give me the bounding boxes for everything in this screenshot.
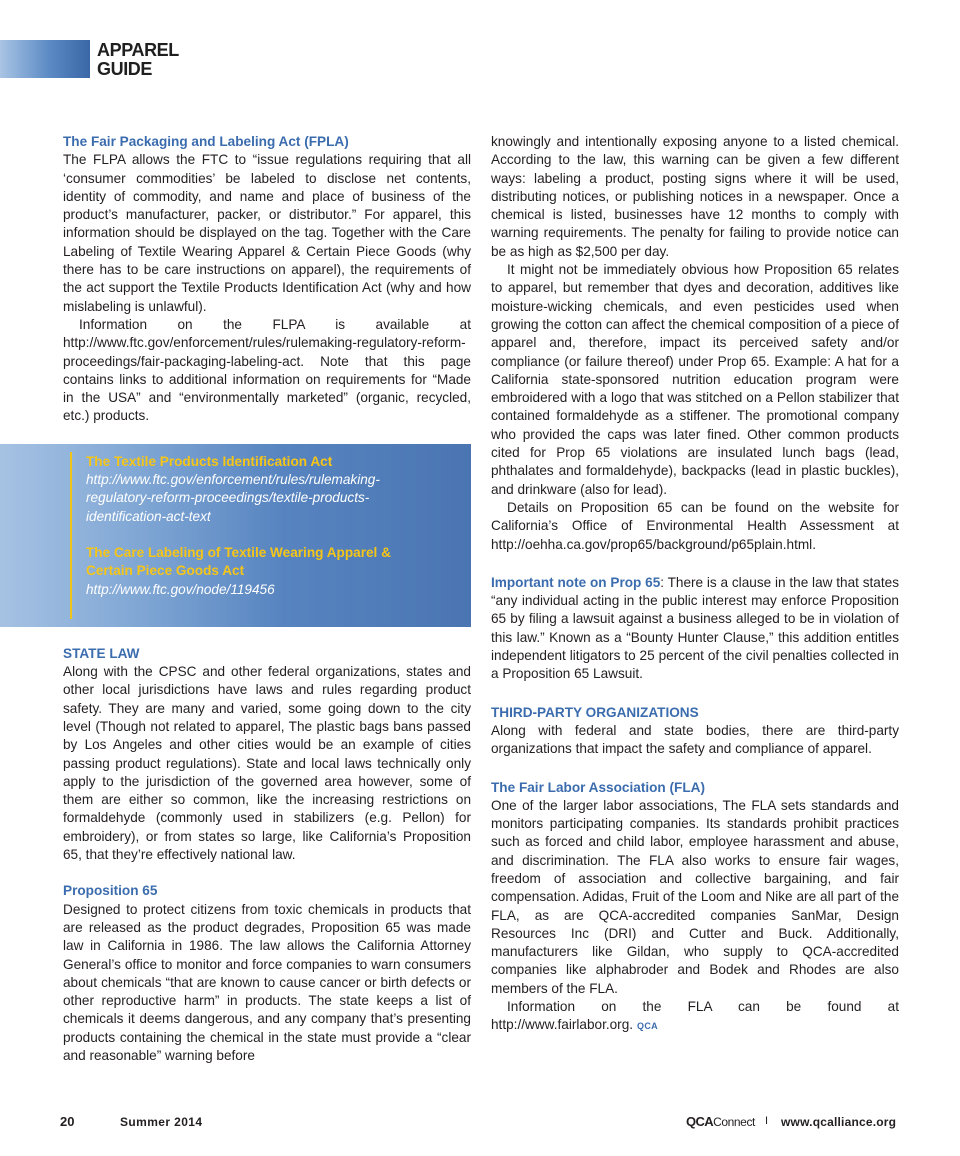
prop65-note-colon: : <box>660 574 665 590</box>
brand-bold: QCA <box>686 1114 714 1129</box>
prop65-paragraph-2: It might not be immediately obvious how Proposition 65 relates to apparel, but remember that dyes and decoration, additives like moisture-wicking chemicals, and even pesticides used when growing the cotton can affect the chemical composition of a piece of apparel and, therefore, impact its perceived safety and/or compliance (or failure thereof) under Prop 65. Example: A hat for a California state-sponsored nutrition education program were embroidered with a logo that was stitched on a Pellon stabilizer that contained formaldehyde as a stiffener. The promotional company who provided the caps was later fined. Other common products cited for Prop 65 violations are insulated lunch bags (lead, phthalates and formaldehyde), backpacks (lead in plastic buckles), and drinkware (also for lead). <box>491 262 899 497</box>
section-title-line1: APPAREL <box>97 40 179 60</box>
publication-brand <box>686 1114 755 1129</box>
brand-rest: Connect <box>713 1115 755 1129</box>
prop65-paragraph-3: Details on Proposition 65 can be found on the website for California’s Office of Environmental Health Assessment at http://oehha.ca.gov/prop65/background/p65plain.html. <box>491 499 899 552</box>
state-law-heading: STATE LAW <box>63 645 140 661</box>
page-number: 20 <box>60 1114 75 1129</box>
prop65-note-heading: Important note on Prop 65 <box>491 574 661 590</box>
prop65-paragraph-1: Designed to protect citizens from toxic chemicals in products that are released as the product degrades, Proposition 65 was made law in California in 1986. The law allows the California Attorney General’s office to monitor and force companies to warn consumers about chemicals “that are known to cause cancer or birth defects or other reproductive harm” in products. The state keeps a list of chemicals it deems dangerous, and any company that’s presenting products containing the chemical in the state must provide a “clear and reasonable” warning before <box>63 901 471 1063</box>
left-column <box>63 133 471 1065</box>
prop65-note-paragraph <box>491 574 899 684</box>
header-accent-bar <box>0 40 90 78</box>
fla-paragraph-1: One of the larger labor associations, The FLA sets standards and monitors participating companies. Its standards prohibit practices such as forced and child labor, employee harassment and abuse, and discrimination. The FLA also works to ensure fair wages, freedom of association and collective bargaining, and fair compensation. Adidas, Fruit of the Loom and Nike are all part of the FLA, as are QCA-accredited companies SanMar, Design Resources Inc (DRI) and Cutter and Buck. Additionally, manufacturers like Gildan, who supply to QCA-accredited companies like alphabroder and Bodek and Rhodes are also members of the FLA. <box>491 797 899 996</box>
right-column <box>491 133 899 1036</box>
section-title-line2: GUIDE <box>97 59 153 79</box>
issue-date: Summer 2014 <box>120 1115 203 1129</box>
fpla-paragraph-1: The FLPA allows the FTC to “issue regulations requiring that all ‘consumer commodities’ be labeled to disclose net contents, identity of commodity, and name and place of business of the product’s manufacturer, packer, or distributor.” For apparel, this information should be displayed on the tag. Together with the Care Labeling of Textile Wearing Apparel & Certain Piece Goods (why there has to be care instructions on apparel), the requirements of the act support the Textile Products Identification Act (why and how mislabeling is unlawful). <box>63 152 471 314</box>
third-party-paragraph: Along with federal and state bodies, there are third-party organizations that impact the safety and compliance of apparel. <box>491 722 899 757</box>
sidebar-item2-link[interactable]: http://www.ftc.gov/node/119456 <box>86 581 275 597</box>
prop65-note-text: There is a clause in the law that states “any individual acting in the public interest may enforce Proposition 65 by filing a lawsuit against a business alleged to be in violation of this law.” Known as a “Bounty Hunter Clause,” this addition entitles independent litigators to 25 percent of the civil penalties collected in a Proposition 65 Lawsuit. <box>491 574 899 682</box>
fla-paragraph-2-text: Information on the FLA can be found at http://www.fairlabor.org. <box>491 999 899 1033</box>
third-party-heading: THIRD-PARTY ORGANIZATIONS <box>491 704 699 720</box>
fpla-heading: The Fair Packaging and Labeling Act (FPLA) <box>63 134 349 149</box>
footer-separator: I <box>765 1115 769 1127</box>
prop65-heading: Proposition 65 <box>63 883 158 899</box>
sidebar-item2-title: The Care Labeling of Textile Wearing Apparel & Certain Piece Goods Act <box>86 544 391 579</box>
fla-heading: The Fair Labor Association (FLA) <box>491 779 705 795</box>
prop65-paragraph-1-cont: knowingly and intentionally exposing anyone to a listed chemical. According to the law, this warning can be given a few different ways: labeling a product, posting signs where it will be used, distributing notices, or publishing notices in a newspaper. Once a chemical is listed, businesses have 12 months to comply with warning requirements. The penalty for failing to provide notice can be as high as $2,500 per day. <box>491 134 899 259</box>
page-footer <box>0 1114 960 1130</box>
sidebar-spacer <box>86 526 441 544</box>
state-law-paragraph: Along with the CPSC and other federal organizations, states and other local jurisdictions have laws and rules regarding product safety. They are many and varied, some going down to the city level (Though not related to apparel, The plastic bags bans passed by Los Angeles and other cities would be an example of cities passing product regulations). State and local laws technically only apply to the jurisdiction of the governed area however, some of them are either so common, like the increasing restrictions on formaldehyde (commonly used in stabilizers (e.g. Pellon) for embroidery), or from states so large, like California’s Proposition 65, that they’re effectively national law. <box>63 664 471 863</box>
resources-sidebar <box>0 444 471 627</box>
fpla-paragraph-2: Information on the FLPA is available at http://www.ftc.gov/enforcement/rules/rulemaking-regulatory-reform-proceedings/fair-packaging-labeling-act. Note that this page contains links to additional information on requirements for “Made in the USA” and “environmentally marketed” (organic, recycled, etc.) products. <box>63 316 471 424</box>
section-title <box>97 41 179 79</box>
sidebar-item1-title: The Textile Products Identification Act <box>86 453 333 469</box>
fla-paragraph-2 <box>491 998 899 1036</box>
end-of-article-mark: QCA <box>637 1021 658 1032</box>
website-link[interactable]: www.qcalliance.org <box>781 1115 897 1129</box>
sidebar-item1-link[interactable]: http://www.ftc.gov/enforcement/rules/rulemaking-regulatory-reform-proceedings/textile-products-identification-act-text <box>86 472 380 524</box>
